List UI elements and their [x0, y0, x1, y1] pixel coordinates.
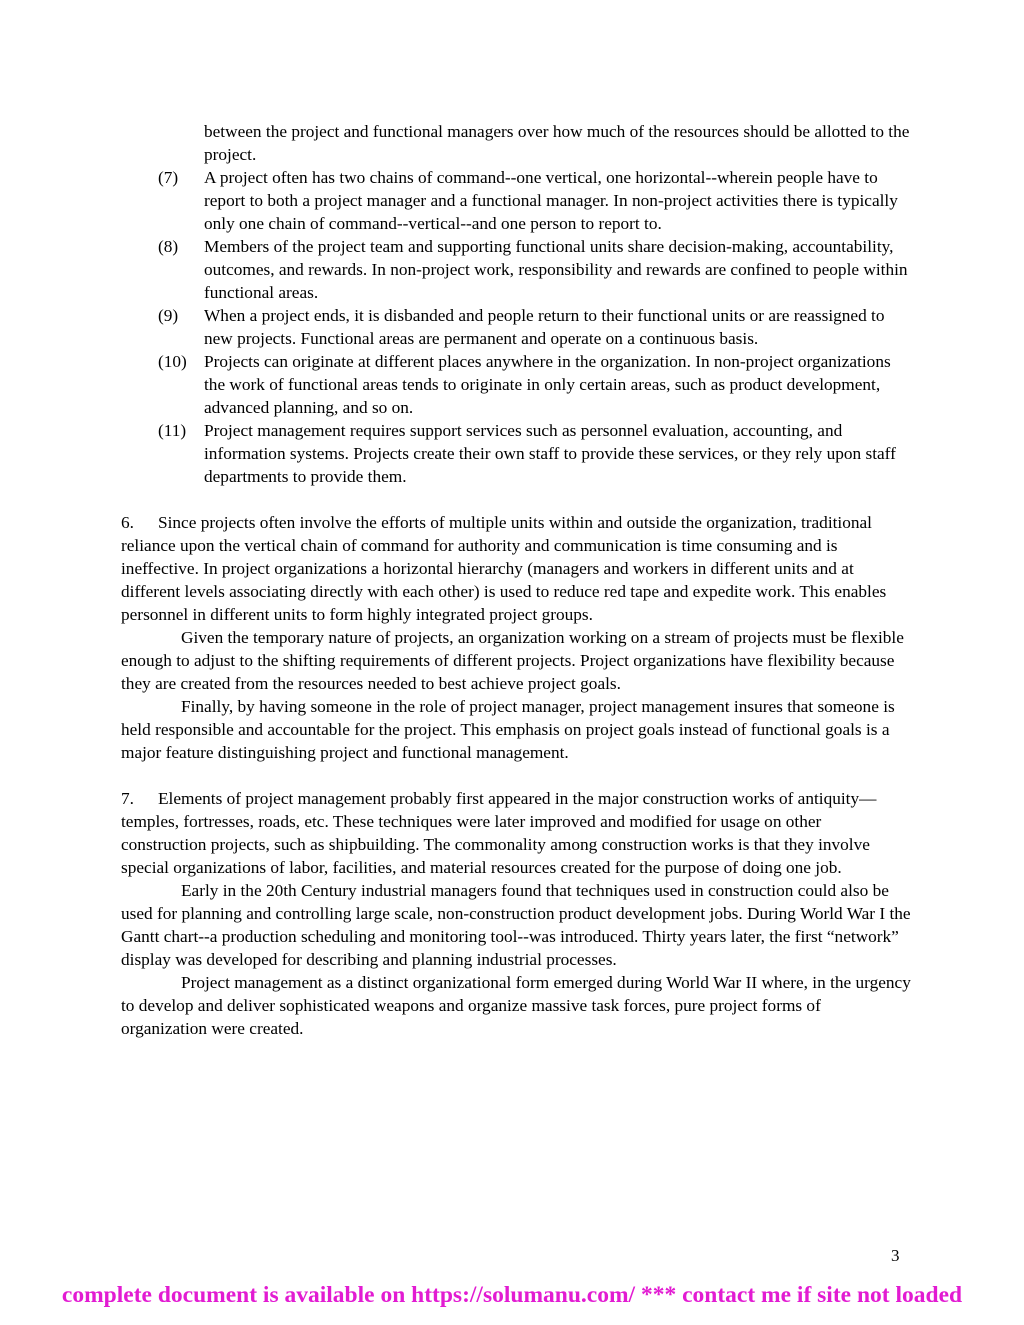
page-number: 3: [891, 1246, 900, 1265]
section-7: [121, 787, 911, 1040]
section-paragraph-text: Since projects often involve the efforts of multiple units within and outside the organization, traditional reliance upon the vertical chain of command for authority and communication is time consuming and is ineffective. In project organizations a horizontal hierarchy (managers and workers in different units and at different levels associating directly with each other) is used to reduce red tape and expedite work. This enables personnel in different units to form highly integrated project groups.: [121, 513, 887, 624]
list-item-continuation: between the project and functional managers over how much of the resources should be allotted to the project.: [204, 122, 910, 164]
section-spacer: [121, 764, 911, 787]
section-spacer: [121, 488, 911, 511]
list-item-number: (11): [158, 421, 187, 440]
list-item-number: (10): [158, 352, 187, 371]
list-item-number: (8): [158, 237, 179, 256]
list-item-text: Members of the project team and supporting functional units share decision-making, accountability, outcomes, and rewards. In non-project work, responsibility and rewards are confined to people within functional areas.: [204, 237, 908, 302]
list-item-text: Project management requires support services such as personnel evaluation, accounting, and information systems. Projects create their own staff to provide these services, or they rely upon staff departments to provide them.: [204, 421, 896, 486]
list-item: [121, 235, 911, 304]
section-paragraph: [121, 511, 911, 626]
section-number: 6.: [121, 513, 134, 532]
section-paragraph: Given the temporary nature of projects, an organization working on a stream of projects must be flexible enough to adjust to the shifting requirements of different projects. Project organizations have flexibility because they are created from the resources needed to best achieve project goals.: [121, 628, 904, 693]
footer-banner: complete document is available on https://solumanu.com/ *** contact me if site not loaded: [61, 1282, 963, 1308]
section-number: 7.: [121, 789, 134, 808]
section-paragraph: Finally, by having someone in the role of project manager, project management insures that someone is held responsible and accountable for the project. This emphasis on project goals instead of functional goals is a major feature distinguishing project and functional management.: [121, 697, 895, 762]
section-6: [121, 511, 911, 764]
list-item: [121, 166, 911, 235]
section-paragraph-text: Elements of project management probably first appeared in the major construction works of antiquity—temples, fortresses, roads, etc. These techniques were later improved and modified for usage on other construction projects, such as shipbuilding. The commonality among construction works is that they involve special organizations of labor, facilities, and material resources created for the purpose of doing one job.: [121, 789, 877, 877]
list-item-number: (7): [158, 168, 179, 187]
list-item-text: Projects can originate at different places anywhere in the organization. In non-project organizations the work of functional areas tends to originate in only certain areas, such as product development, advanced planning, and so on.: [204, 352, 891, 417]
section-paragraph: Early in the 20th Century industrial managers found that techniques used in construction could also be used for planning and controlling large scale, non-construction product development jobs. During World War I the Gantt chart--a production scheduling and monitoring tool--was introduced. Thirty years later, the first “network” display was developed for describing and planning industrial processes.: [121, 881, 911, 969]
list-item: [121, 419, 911, 488]
list-item-text: A project often has two chains of command--one vertical, one horizontal--wherein people have to report to both a project manager and a functional manager. In non-project activities there is typically only one chain of command--vertical--and one person to report to.: [204, 168, 898, 233]
section-paragraph: Project management as a distinct organizational form emerged during World War II where, in the urgency to develop and deliver sophisticated weapons and organize massive task forces, pure project forms of organization were created.: [121, 973, 911, 1038]
list-item: [121, 350, 911, 419]
document-page: [121, 120, 911, 1040]
section-paragraph: [121, 787, 911, 879]
list-item-text: When a project ends, it is disbanded and people return to their functional units or are reassigned to new projects. Functional areas are permanent and operate on a continuous basis.: [204, 306, 885, 348]
list-item: [121, 304, 911, 350]
list-item-number: (9): [158, 306, 179, 325]
